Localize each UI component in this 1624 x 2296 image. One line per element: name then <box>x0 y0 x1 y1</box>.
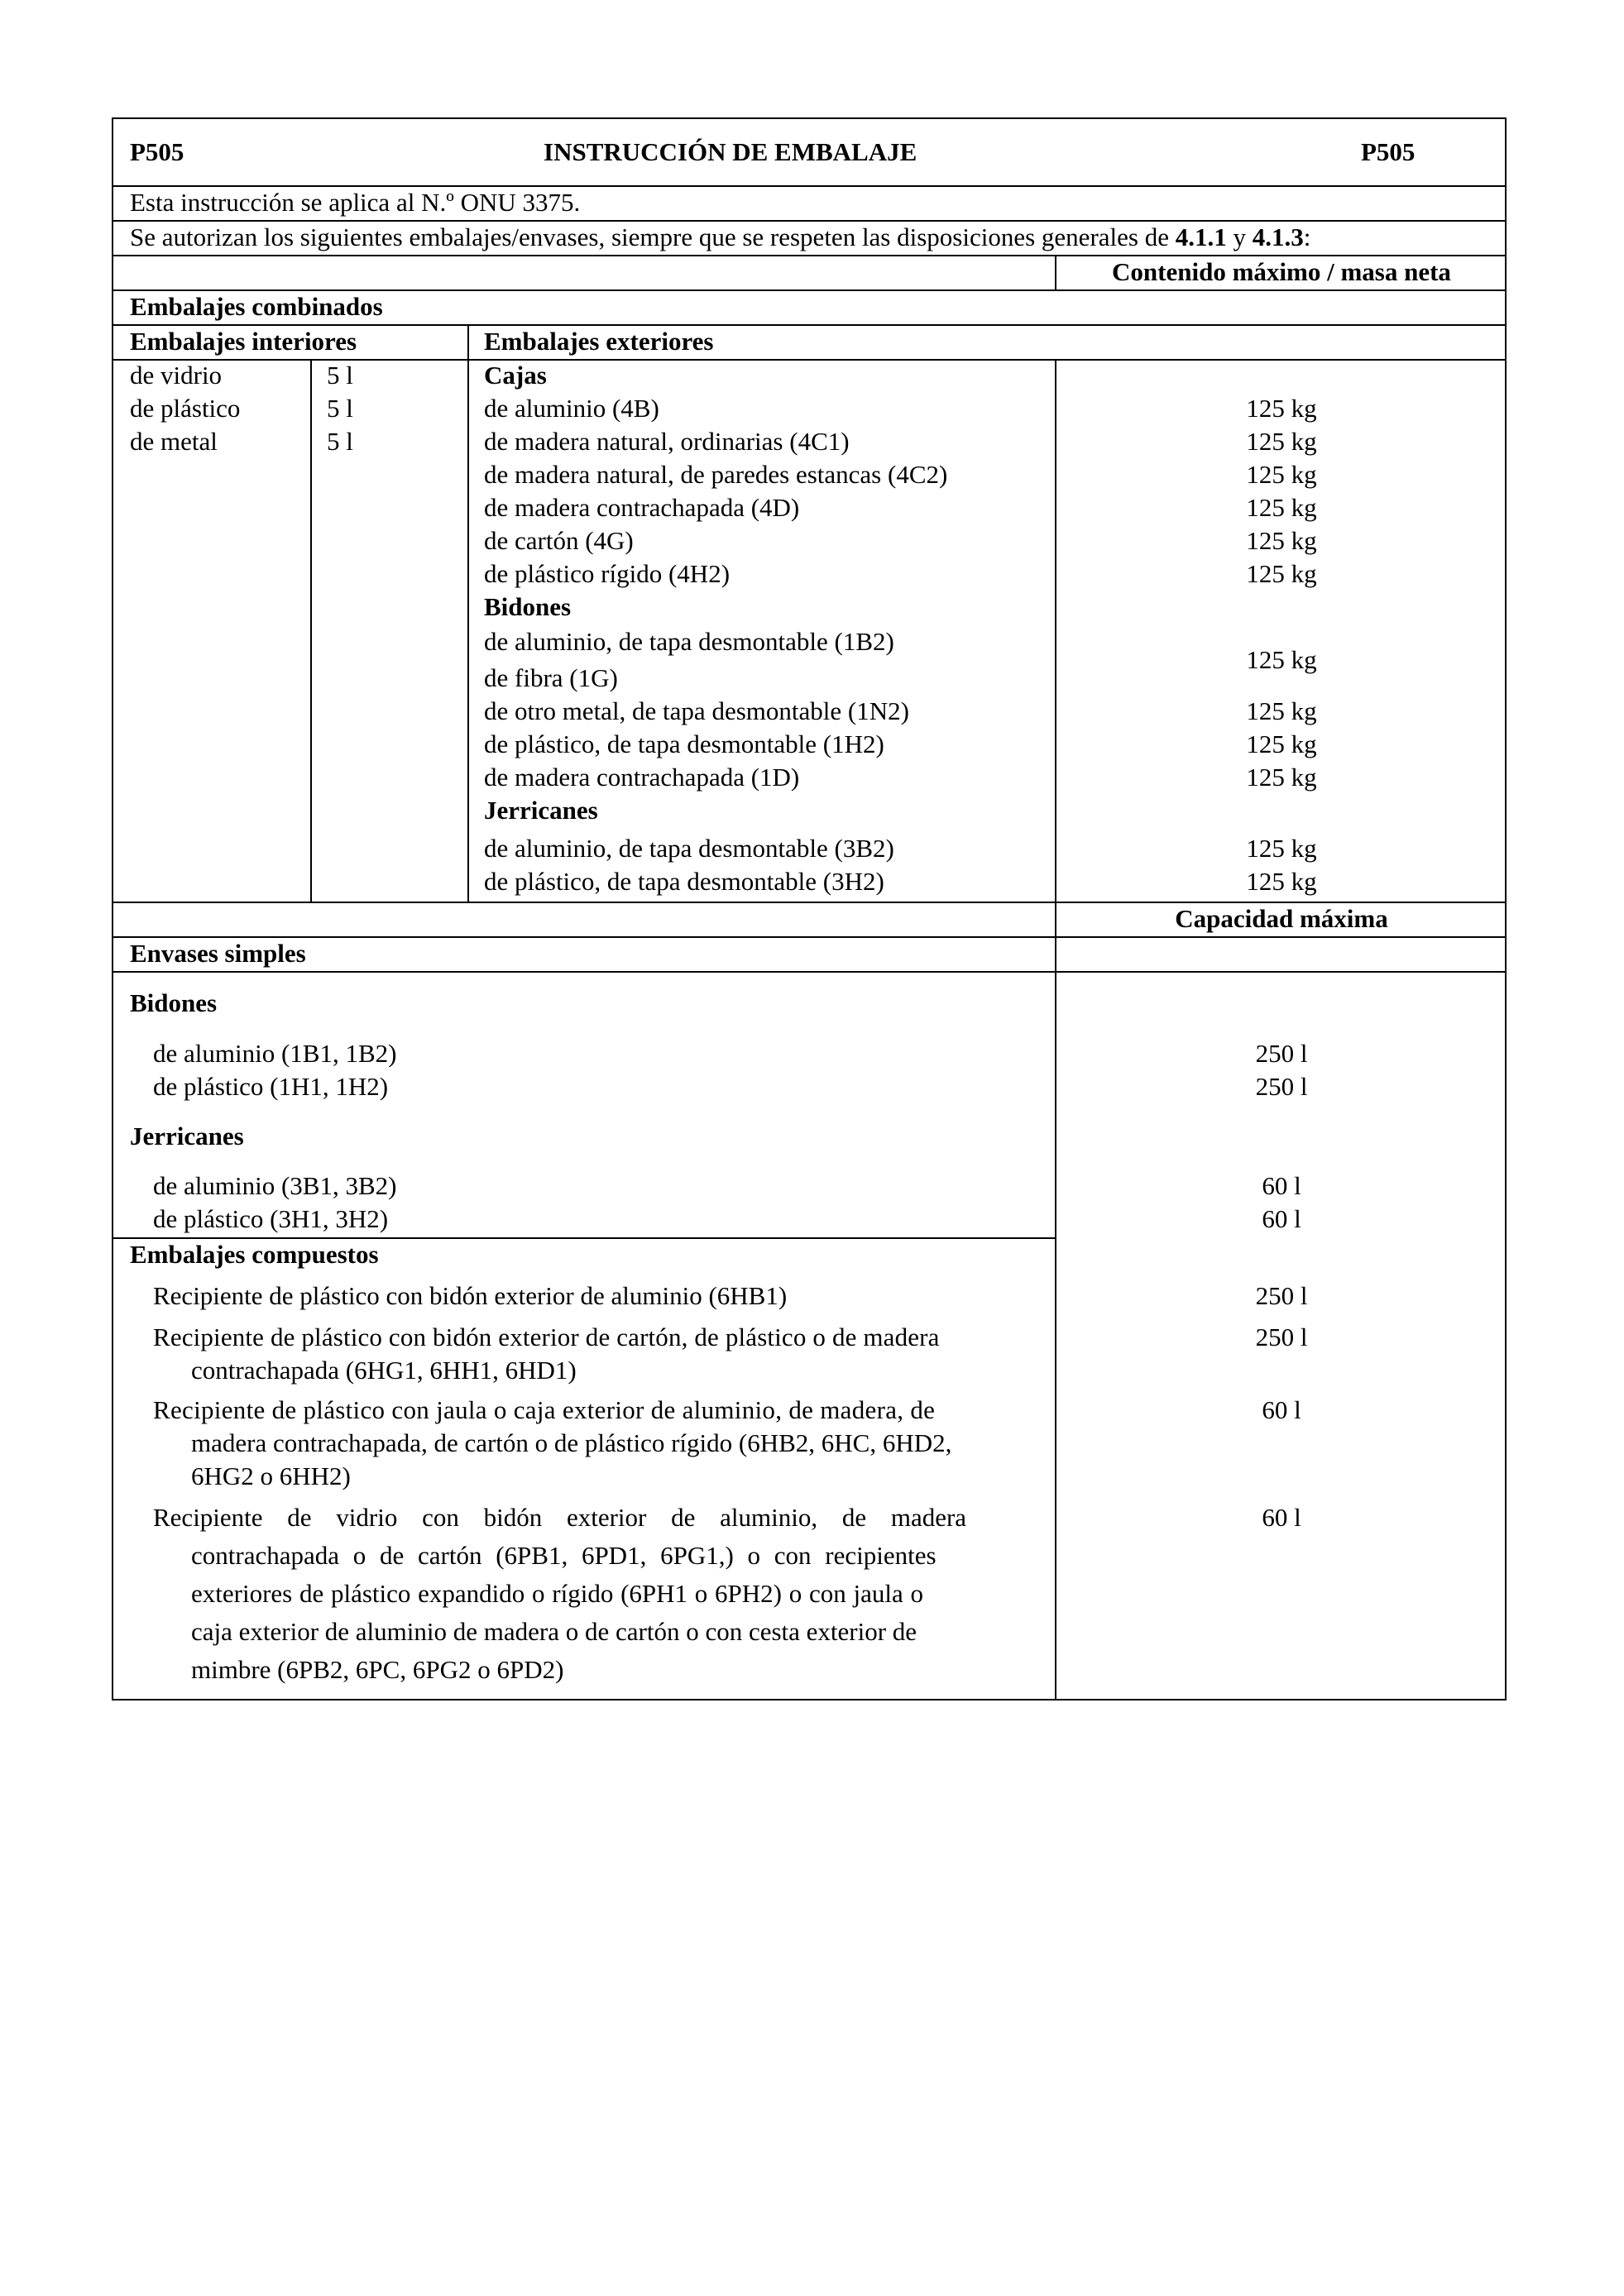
inner-capacity: 5 l <box>327 361 353 390</box>
outer-item: de otro metal, de tapa desmontable (1N2) <box>484 696 909 725</box>
outer-value: 125 kg <box>1246 763 1317 792</box>
jerricanes-title: Jerricanes <box>484 796 598 825</box>
cajas-title: Cajas <box>484 361 547 390</box>
applies-text: Esta instrucción se aplica al N.º ONU 3375. <box>130 188 581 217</box>
outer-value: 125 kg <box>1246 696 1317 725</box>
simple-item: de aluminio (3B1, 3B2) <box>153 1171 397 1200</box>
composite-value: 60 l <box>1262 1503 1301 1532</box>
outer-item: de plástico, de tapa desmontable (3H2) <box>484 867 884 896</box>
inner-material: de vidrio <box>130 361 223 390</box>
composite-value: 250 l <box>1255 1323 1308 1351</box>
exteriores-header: Embalajes exteriores <box>484 327 714 356</box>
outer-item: de fibra (1G) <box>484 663 618 692</box>
simples-title: Envases simples <box>130 939 306 968</box>
composite-item-cont: contrachapada o de cartón (6PB1, 6PD1, 6PG1,) o con recipientes <box>191 1541 937 1570</box>
composite-value: 60 l <box>1262 1395 1301 1424</box>
outer-item: de plástico rígido (4H2) <box>484 559 731 588</box>
outer-value: 125 kg <box>1246 729 1317 758</box>
composite-item-cont: contrachapada (6HG1, 6HH1, 6HD1) <box>191 1356 577 1385</box>
simple-value: 60 l <box>1262 1204 1301 1233</box>
capacidad-header: Capacidad máxima <box>1175 904 1388 933</box>
col-divider-value <box>1055 359 1056 1699</box>
outer-value: 125 kg <box>1246 526 1317 555</box>
contenido-header: Contenido máximo / masa neta <box>1112 257 1451 286</box>
outer-value: 125 kg <box>1246 834 1317 863</box>
inner-capacity: 5 l <box>327 394 353 423</box>
ref-4-1-3: 4.1.3 <box>1252 222 1304 251</box>
simple-value: 60 l <box>1262 1171 1301 1200</box>
col-divider-outer <box>467 324 469 902</box>
simple-value: 250 l <box>1255 1072 1308 1101</box>
bidones-title: Bidones <box>484 592 572 621</box>
simple-item: de plástico (1H1, 1H2) <box>153 1072 389 1101</box>
composite-item-cont: 6HG2 o 6HH2) <box>191 1461 351 1490</box>
outer-value: 125 kg <box>1246 867 1317 896</box>
code-right: P505 <box>1361 137 1416 166</box>
interiores-header: Embalajes interiores <box>130 327 357 356</box>
composite-item-cont: madera contrachapada, de cartón o de plástico rígido (6HB2, 6HC, 6HD2, <box>191 1428 952 1457</box>
outer-item: de aluminio, de tapa desmontable (1B2) <box>484 627 894 656</box>
outer-value-shared: 125 kg <box>1246 645 1317 674</box>
outer-item: de madera natural, de paredes estancas (4C2) <box>484 460 948 489</box>
simples-jerricanes-title: Jerricanes <box>130 1122 244 1150</box>
code-left: P505 <box>130 137 184 166</box>
simples-bidones-title: Bidones <box>130 988 218 1017</box>
compuestos-title: Embalajes compuestos <box>130 1240 379 1269</box>
outer-value: 125 kg <box>1246 427 1317 456</box>
composite-item: Recipiente de plástico con bidón exterior de cartón, de plástico o de madera <box>153 1323 940 1351</box>
outer-item: de plástico, de tapa desmontable (1H2) <box>484 729 884 758</box>
authorized-end: : <box>1303 222 1311 251</box>
authorized-mid: y <box>1226 222 1253 251</box>
composite-item: Recipiente de vidrio con bidón exterior de aluminio, de madera <box>153 1503 967 1532</box>
page-title: INSTRUCCIÓN DE EMBALAJE <box>544 137 917 166</box>
authorized-text <box>130 221 1310 254</box>
outer-value: 125 kg <box>1246 559 1317 588</box>
rule-capacidad <box>113 936 1505 938</box>
inner-capacity: 5 l <box>327 427 353 456</box>
simple-value: 250 l <box>1255 1039 1308 1068</box>
composite-item: Recipiente de plástico con bidón exterior de aluminio (6HB1) <box>153 1281 788 1310</box>
packing-instruction-table <box>112 117 1507 1700</box>
combinados-title: Embalajes combinados <box>130 292 383 321</box>
composite-item: Recipiente de plástico con jaula o caja exterior de aluminio, de madera, de <box>153 1395 936 1424</box>
col-divider-capacity <box>310 359 312 902</box>
outer-item: de aluminio (4B) <box>484 394 659 423</box>
inner-material: de plástico <box>130 394 241 423</box>
composite-item-cont: caja exterior de aluminio de madera o de cartón o con cesta exterior de <box>191 1617 917 1646</box>
outer-item: de madera contrachapada (1D) <box>484 763 800 792</box>
composite-item-cont: exteriores de plástico expandido o rígido (6PH1 o 6PH2) o con jaula o <box>191 1579 923 1608</box>
ref-4-1-1: 4.1.1 <box>1175 222 1227 251</box>
outer-item: de madera natural, ordinarias (4C1) <box>484 427 850 456</box>
composite-value: 250 l <box>1255 1281 1308 1310</box>
simple-item: de plástico (3H1, 3H2) <box>153 1204 389 1233</box>
outer-value: 125 kg <box>1246 460 1317 489</box>
col-divider-value <box>1055 255 1056 289</box>
composite-item-cont: mimbre (6PB2, 6PC, 6PG2 o 6PD2) <box>191 1655 564 1684</box>
authorized-main: Se autorizan los siguientes embalajes/envases, siempre que se respeten las disposiciones generales de <box>130 222 1176 251</box>
rule-subheaders <box>113 359 1505 361</box>
outer-item: de madera contrachapada (4D) <box>484 493 800 522</box>
simple-item: de aluminio (1B1, 1B2) <box>153 1039 397 1068</box>
rule-simples <box>113 971 1505 973</box>
outer-value: 125 kg <box>1246 394 1317 423</box>
outer-item: de aluminio, de tapa desmontable (3B2) <box>484 834 894 863</box>
inner-material: de metal <box>130 427 218 456</box>
outer-value: 125 kg <box>1246 493 1317 522</box>
outer-item: de cartón (4G) <box>484 526 634 555</box>
